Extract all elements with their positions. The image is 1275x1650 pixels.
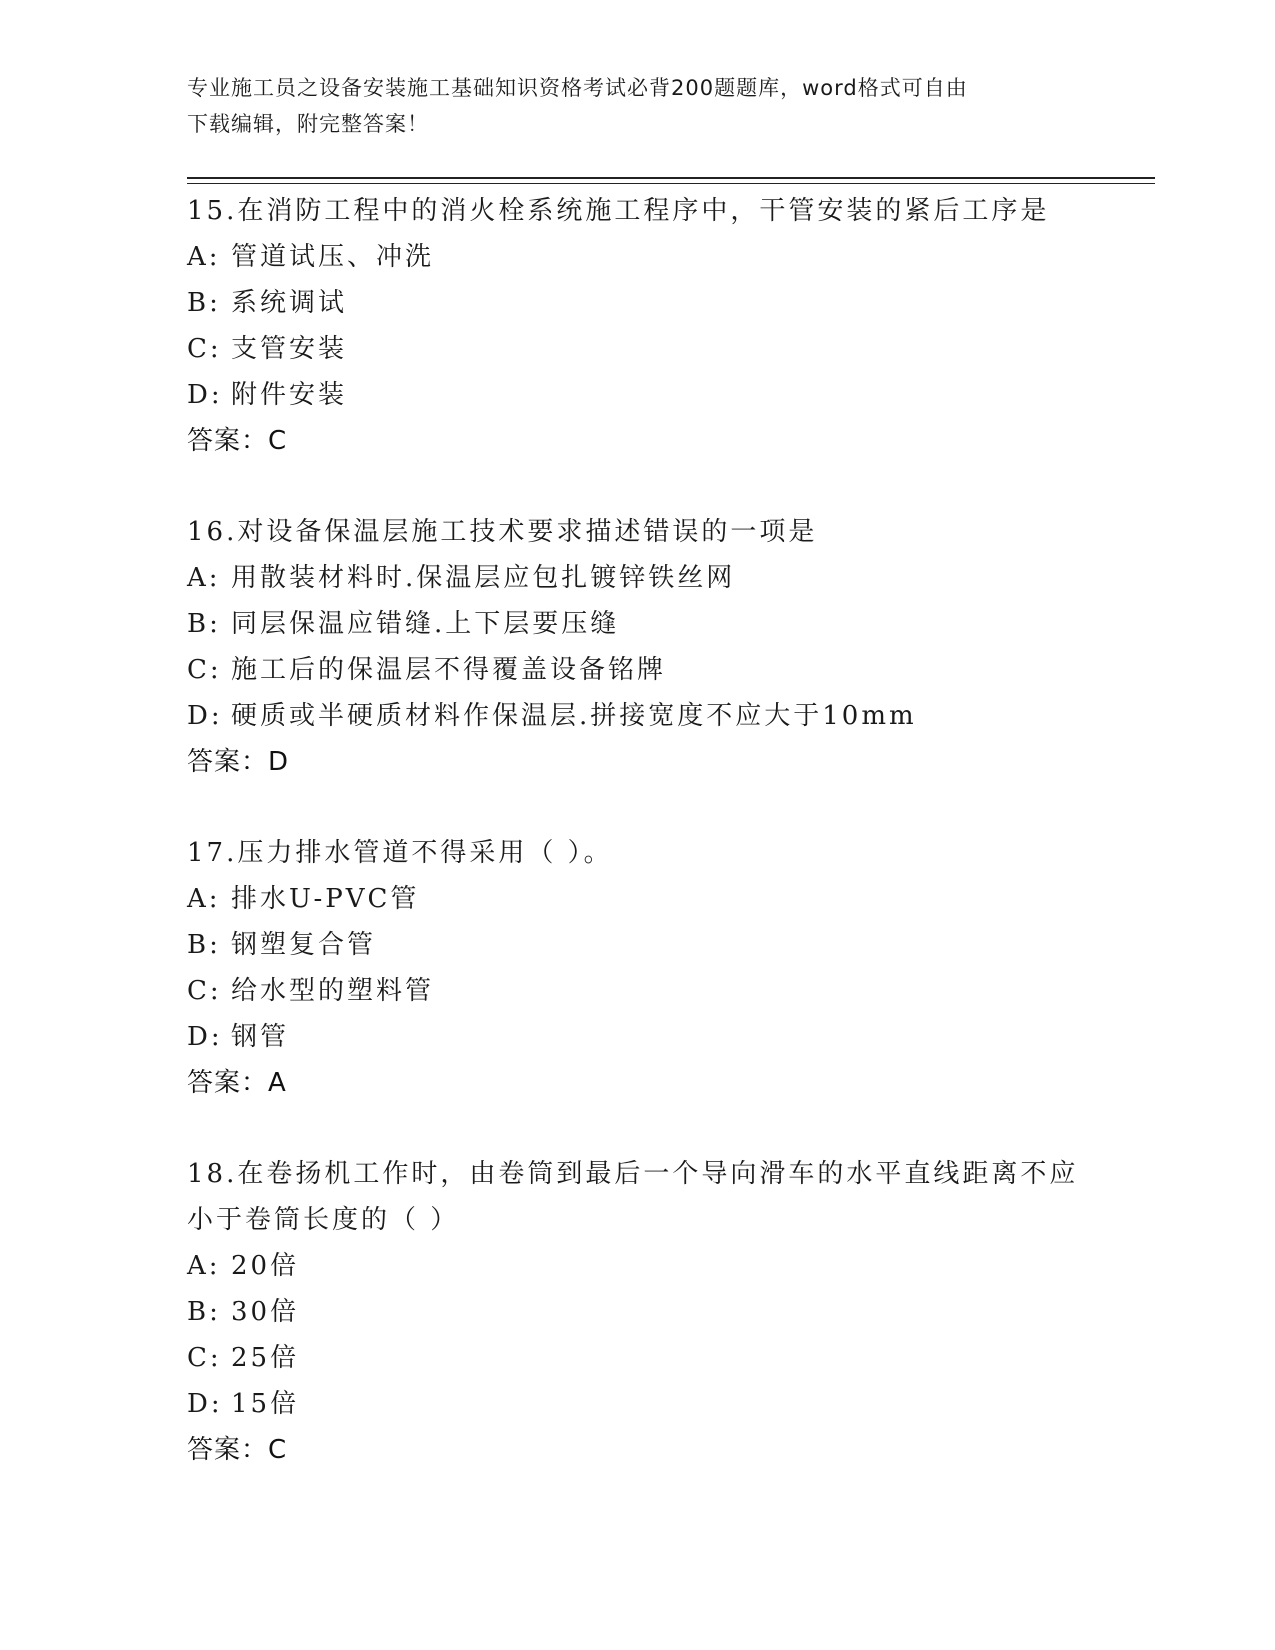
- option-text: 30倍: [231, 1297, 300, 1327]
- option-c: [187, 326, 1087, 372]
- option-key: B:: [187, 609, 221, 639]
- option-b: [187, 1289, 1087, 1335]
- header-line-2: 下载编辑，附完整答案！: [187, 112, 429, 136]
- option-key: D:: [187, 1389, 223, 1419]
- answer-line: 答案：C: [187, 426, 288, 456]
- question-stem: 16.对设备保温层施工技术要求描述错误的一项是: [187, 517, 818, 547]
- option-text: 附件安装: [231, 380, 348, 410]
- answer-line: 答案：A: [187, 1068, 287, 1098]
- option-key: C:: [187, 976, 222, 1006]
- option-c: [187, 968, 1087, 1014]
- option-b: [187, 280, 1087, 326]
- option-key: B:: [187, 288, 221, 318]
- option-key: A:: [187, 884, 221, 914]
- answer-line: 答案：C: [187, 1435, 288, 1465]
- header-divider-thin: [187, 183, 1155, 184]
- option-key: B:: [187, 1297, 221, 1327]
- question-15: [187, 188, 1087, 464]
- question-list: [187, 188, 1087, 1518]
- option-key: B:: [187, 930, 221, 960]
- option-d: [187, 1381, 1087, 1427]
- option-text: 施工后的保温层不得覆盖设备铭牌: [231, 655, 667, 685]
- option-d: [187, 693, 1087, 739]
- header-line-1: 专业施工员之设备安装施工基础知识资格考试必背200题题库，word格式可自由: [187, 76, 968, 100]
- option-a: [187, 555, 1087, 601]
- option-key: D:: [187, 1022, 223, 1052]
- option-key: A:: [187, 1251, 221, 1281]
- option-text: 支管安装: [231, 334, 348, 364]
- option-c: [187, 1335, 1087, 1381]
- option-text: 给水型的塑料管: [231, 976, 435, 1006]
- option-text: 15倍: [231, 1389, 300, 1419]
- option-b: [187, 601, 1087, 647]
- option-key: D:: [187, 701, 223, 731]
- question-stem: 15.在消防工程中的消火栓系统施工程序中，干管安装的紧后工序是: [187, 196, 1050, 226]
- option-text: 25倍: [231, 1343, 300, 1373]
- document-header: [187, 70, 1087, 142]
- option-d: [187, 372, 1087, 418]
- option-key: A:: [187, 563, 221, 593]
- option-c: [187, 647, 1087, 693]
- option-b: [187, 922, 1087, 968]
- option-a: [187, 876, 1087, 922]
- option-a: [187, 234, 1087, 280]
- option-text: 排水U-PVC管: [231, 884, 420, 914]
- option-text: 用散装材料时.保温层应包扎镀锌铁丝网: [231, 563, 736, 593]
- option-text: 钢塑复合管: [231, 930, 377, 960]
- option-key: C:: [187, 655, 222, 685]
- header-divider-thick: [187, 177, 1155, 179]
- option-text: 系统调试: [231, 288, 348, 318]
- question-stem: 17.压力排水管道不得采用（ ）。: [187, 838, 613, 868]
- option-a: [187, 1243, 1087, 1289]
- question-stem: 18.在卷扬机工作时，由卷筒到最后一个导向滑车的水平直线距离不应小于卷筒长度的（ ）: [187, 1159, 1079, 1235]
- option-text: 管道试压、冲洗: [231, 242, 435, 272]
- option-d: [187, 1014, 1087, 1060]
- question-18: [187, 1151, 1087, 1473]
- question-16: [187, 509, 1087, 785]
- option-text: 同层保温应错缝.上下层要压缝: [231, 609, 620, 639]
- answer-line: 答案：D: [187, 747, 290, 777]
- option-text: 钢管: [231, 1022, 290, 1052]
- option-key: C:: [187, 334, 222, 364]
- option-key: A:: [187, 242, 221, 272]
- question-17: [187, 830, 1087, 1106]
- option-key: D:: [187, 380, 223, 410]
- option-text: 20倍: [231, 1251, 300, 1281]
- option-key: C:: [187, 1343, 222, 1373]
- option-text: 硬质或半硬质材料作保温层.拼接宽度不应大于10mm: [231, 701, 917, 731]
